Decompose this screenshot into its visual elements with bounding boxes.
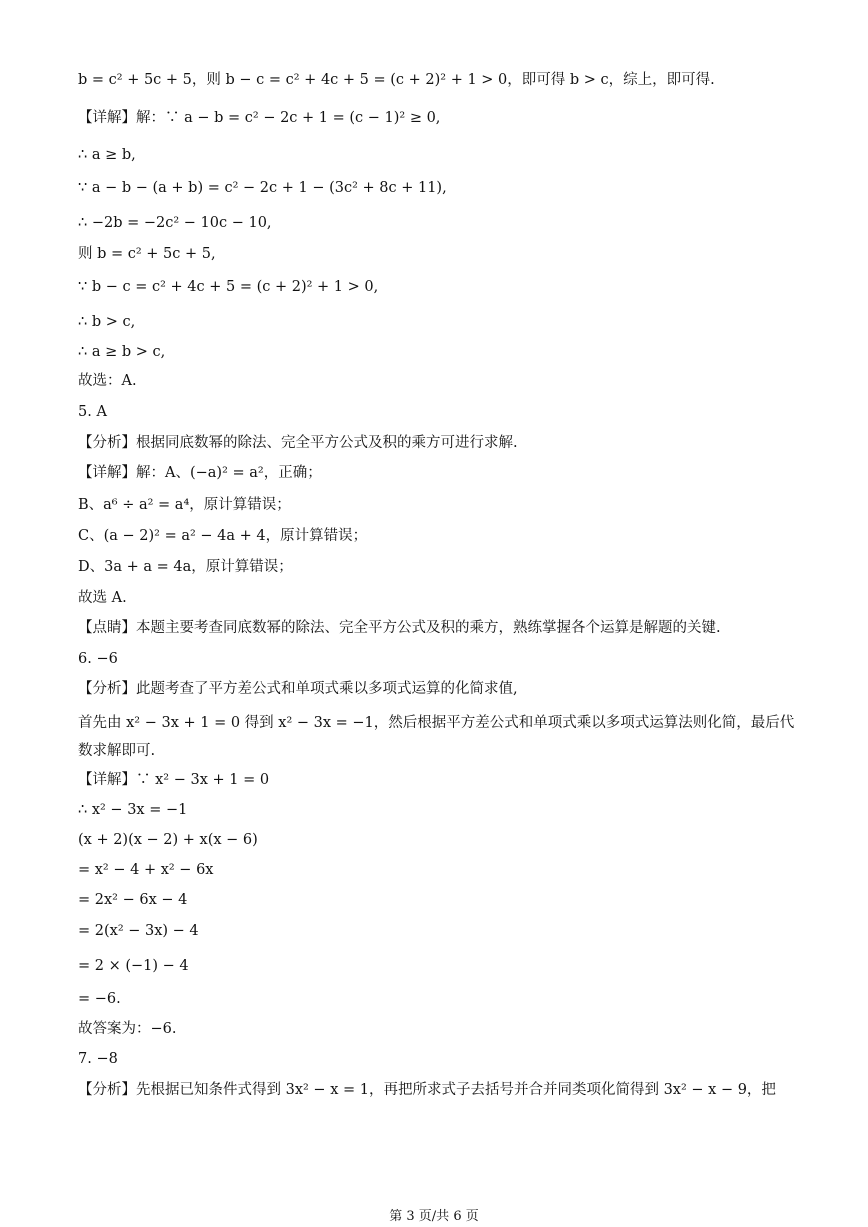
text-line: 则 b = c² + 5c + 5, bbox=[78, 246, 216, 262]
text-line: ∴ −2b = −2c² − 10c − 10, bbox=[78, 215, 272, 231]
text-line: 故选 A. bbox=[78, 590, 127, 606]
text-line: D、3a + a = 4a，原计算错误； bbox=[78, 559, 293, 575]
text-line: ∴ a ≥ b, bbox=[78, 147, 136, 163]
text-line: = −6. bbox=[78, 991, 121, 1007]
text-line: 【详解】解：∵ a − b = c² − 2c + 1 = (c − 1)² ≥ 0, bbox=[78, 110, 441, 126]
text-line: = x² − 4 + x² − 6x bbox=[78, 862, 214, 878]
text-line: 【详解】∵ x² − 3x + 1 = 0 bbox=[78, 772, 270, 788]
text-line: ∴ x² − 3x = −1 bbox=[78, 802, 188, 818]
text-line: C、(a − 2)² = a² − 4a + 4，原计算错误； bbox=[78, 528, 368, 544]
text-line: B、a⁶ ÷ a² = a⁴，原计算错误； bbox=[78, 497, 291, 513]
text-line: b = c² + 5c + 5，则 b − c = c² + 4c + 5 = (c + 2)² + 1 > 0，即可得 b > c，综上，即可得. bbox=[78, 72, 715, 88]
text-line: = 2(x² − 3x) − 4 bbox=[78, 923, 199, 939]
question-number: 6. −6 bbox=[78, 651, 118, 667]
text-line: ∵ a − b − (a + b) = c² − 2c + 1 − (3c² + 8c + 11), bbox=[78, 180, 447, 196]
text-line: 【详解】解：A、(−a)² = a²，正确； bbox=[78, 465, 322, 481]
text-line: 故答案为：−6. bbox=[78, 1021, 177, 1037]
text-line: 【分析】此题考查了平方差公式和单项式乘以多项式运算的化简求值, bbox=[78, 681, 518, 697]
text-line: (x + 2)(x − 2) + x(x − 6) bbox=[78, 832, 258, 848]
page-footer: 第 3 页/共 6 页 bbox=[389, 1209, 479, 1224]
question-number: 7. −8 bbox=[78, 1051, 118, 1067]
text-line: 【点睛】本题主要考查同底数幂的除法、完全平方公式及积的乘方，熟练掌握各个运算是解题的关键. bbox=[78, 620, 721, 636]
text-line: ∴ a ≥ b > c, bbox=[78, 344, 166, 360]
text-line: 【分析】根据同底数幂的除法、完全平方公式及积的乘方可进行求解. bbox=[78, 435, 518, 451]
text-line: = 2x² − 6x − 4 bbox=[78, 892, 188, 908]
text-line: ∴ b > c, bbox=[78, 314, 136, 330]
text-line: = 2 × (−1) − 4 bbox=[78, 958, 189, 974]
text-line: 【分析】先根据已知条件式得到 3x² − x = 1，再把所求式子去括号并合并同类项化简得到 3x² − x − 9，把 bbox=[78, 1082, 776, 1098]
text-line: ∵ b − c = c² + 4c + 5 = (c + 2)² + 1 > 0, bbox=[78, 279, 379, 295]
text-line: 首先由 x² − 3x + 1 = 0 得到 x² − 3x = −1，然后根据平方差公式和单项式乘以多项式运算法则化简，最后代数求解即可. bbox=[78, 715, 795, 759]
question-number: 5. A bbox=[78, 404, 107, 420]
text-line: 故选：A. bbox=[78, 373, 137, 389]
